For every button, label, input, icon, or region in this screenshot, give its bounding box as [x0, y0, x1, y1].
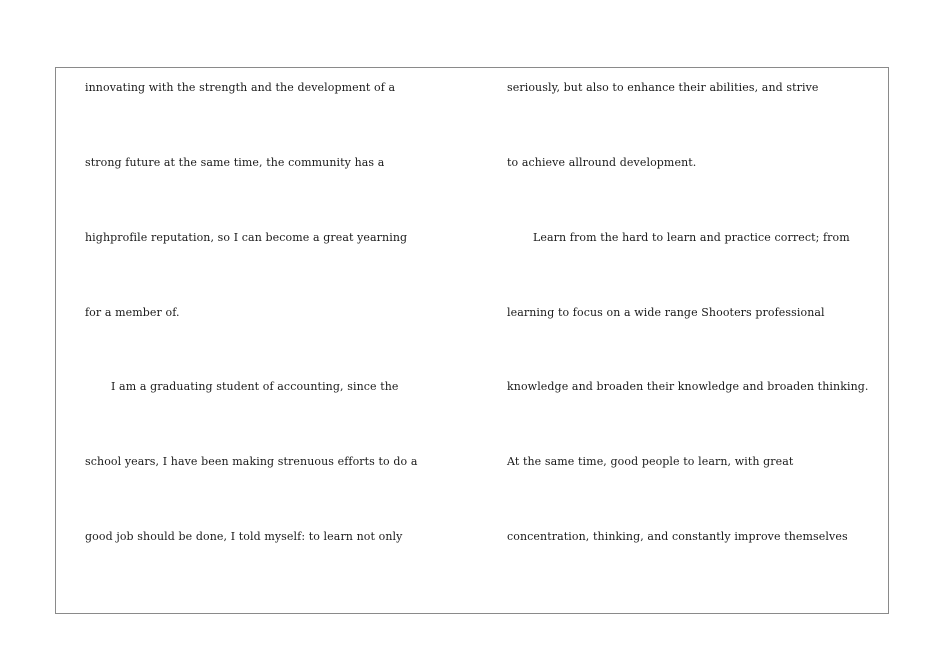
text-line: good job should be done, I told myself: to learn not only	[85, 530, 403, 543]
document-page	[55, 67, 889, 614]
text-line: knowledge and broaden their knowledge and broaden thinking.	[507, 380, 869, 393]
text-line: school years, I have been making strenuous efforts to do a	[85, 455, 418, 468]
text-line: seriously, but also to enhance their abilities, and strive	[507, 81, 819, 94]
text-line: I am a graduating student of accounting, since the	[111, 380, 399, 393]
text-line: strong future at the same time, the community has a	[85, 156, 385, 169]
text-line: concentration, thinking, and constantly improve themselves	[507, 530, 848, 543]
text-line: Learn from the hard to learn and practice correct; from	[533, 231, 850, 244]
text-line: highprofile reputation, so I can become a great yearning	[85, 231, 408, 244]
text-line: to achieve allround development.	[507, 156, 697, 169]
text-line: At the same time, good people to learn, with great	[507, 455, 794, 468]
text-line: learning to focus on a wide range Shooters professional	[507, 306, 825, 319]
text-line: innovating with the strength and the development of a	[85, 81, 396, 94]
text-line: for a member of.	[85, 306, 180, 319]
